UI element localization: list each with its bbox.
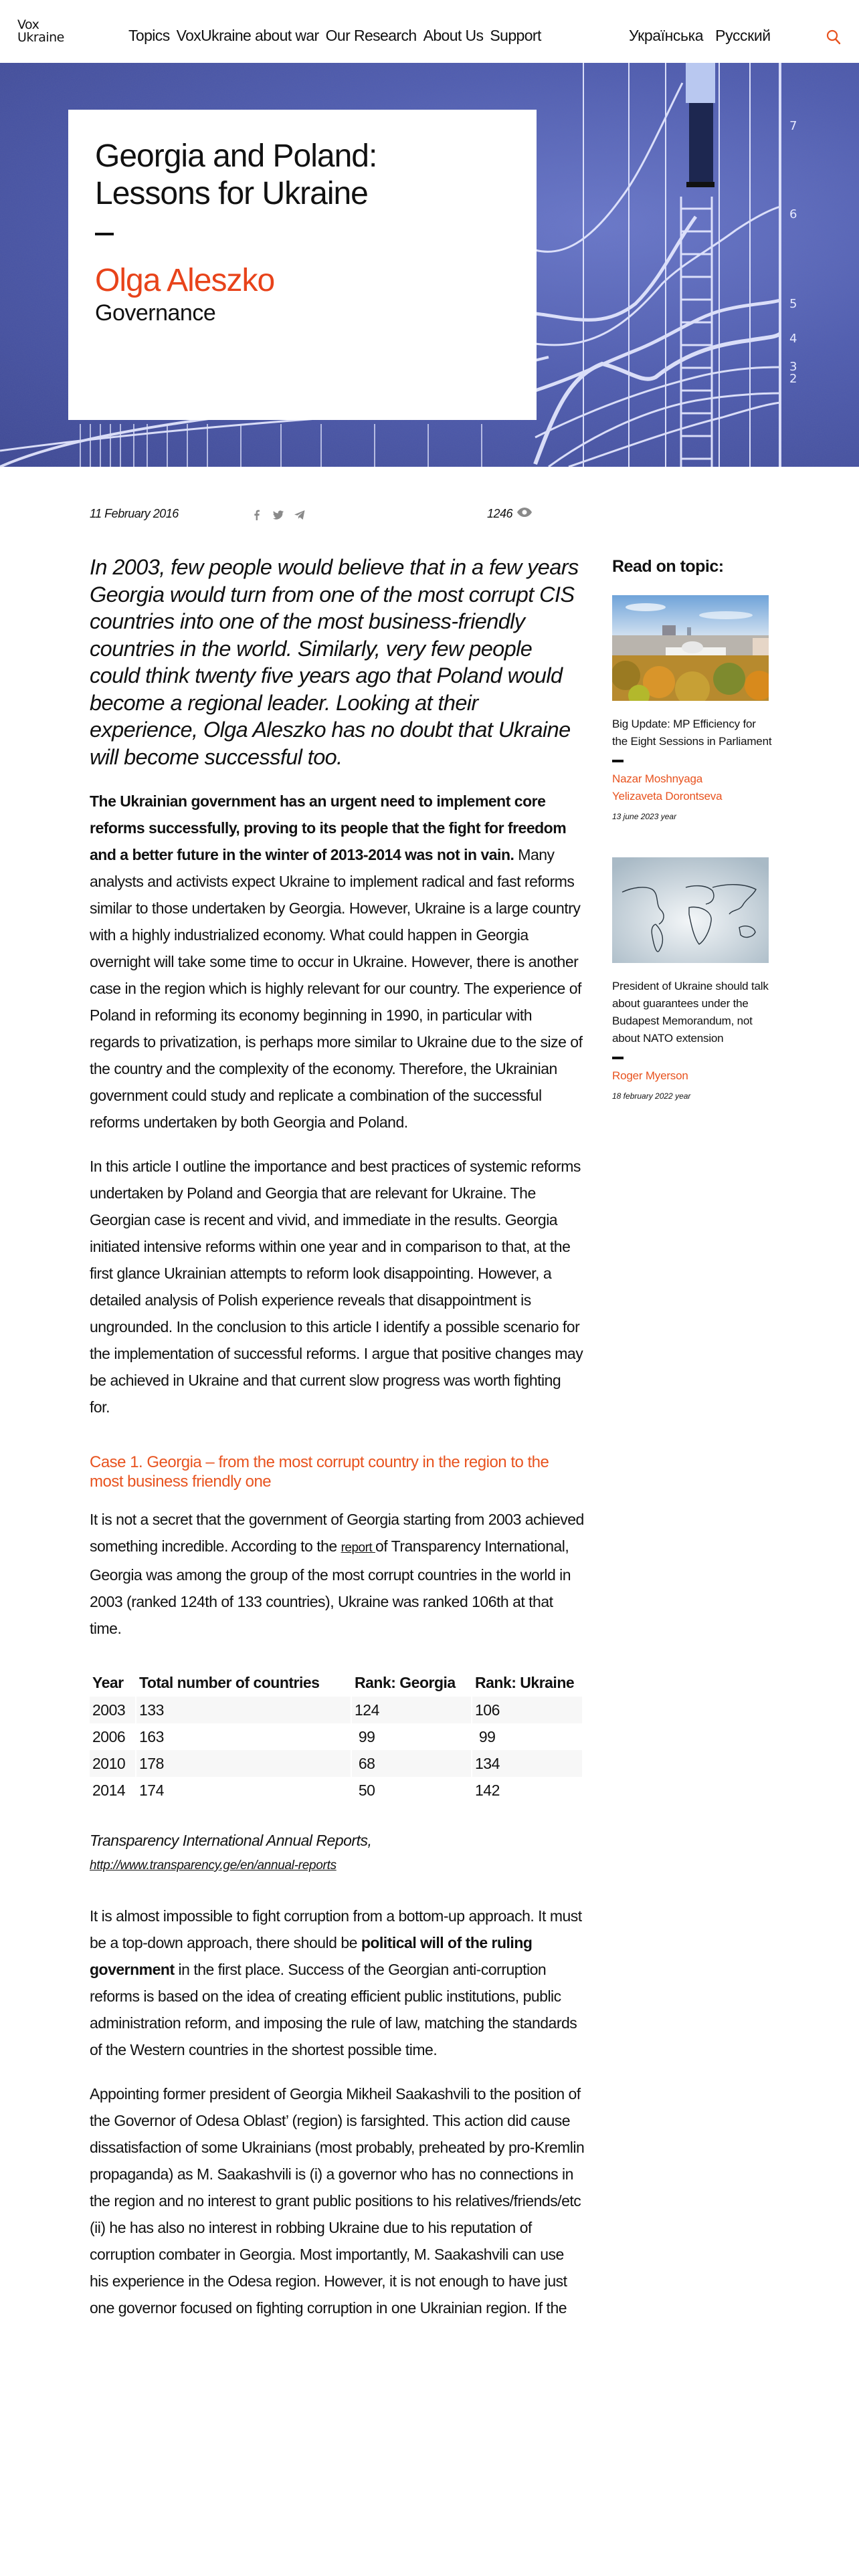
publish-date: 11 February 2016 [90,507,179,520]
telegram-icon[interactable] [293,508,306,522]
view-counter [487,507,533,521]
table-row [90,1697,582,1723]
site-header [0,0,859,63]
cell-year: 2003 [90,1697,135,1723]
table-source-caption: Transparency International Annual Reports, [90,1832,372,1849]
main-nav [128,27,541,45]
paragraph-3-text-b: of Transparency International, Georgia was among the group of the most corrupt countries in the world in 2003 (ranked 124th of 133 countries), Ukraine was ranked 106th at that time. [90,1537,571,1637]
related-article-authors [612,770,773,805]
author-link[interactable]: Olga Aleszko [95,263,275,298]
twitter-icon[interactable] [272,508,285,522]
related-article-title: President of Ukraine should talk about guarantees under the Budapest Memorandum, not about NATO extension [612,980,769,1045]
svg-text:2: 2 [789,372,797,386]
paragraph-1-bold: The Ukrainian government has an urgent need to implement core reforms successfully, proving to its people that the fight for freedom and a better future in the winter of 2013-2014 was not in vain. [90,792,567,863]
nav-topics[interactable]: Topics [128,27,170,44]
paragraph-1-text: Many analysts and activists expect Ukraine to implement radical and fast reforms similar to those undertaken by Georgia. However, Ukraine is a large country with a highly industrialized economy. What could happen in Georgia overnight will take some time to occur in Ukraine. However, there is another case in the region which is highly relevant for our country. The experience of Poland in reforming its economy beginning in 1990, in particular with regards to privatization, is perhaps more similar to Ukraine due to the size of the country and the complexity of the economy. Therefore, the Ukrainian government could study and replicate a combination of the successful reforms undertaken by both Georgia and Poland. [90,846,583,1131]
card-divider [612,760,624,762]
paragraph-4-text-a: It is almost impossible to fight corruption from a bottom-up approach. It must be a top-down approach, there should be [90,1907,582,1951]
cell-rank-ukraine: 99 [475,1728,496,1745]
cell-rank-georgia: 99 [355,1728,375,1745]
col-year: Year [92,1674,124,1691]
source-link[interactable]: http://www.transparency.ge/en/annual-reports [90,1858,337,1872]
svg-text:7: 7 [789,119,797,133]
site-logo[interactable] [17,19,64,44]
author-link[interactable]: Yelizaveta Dorontseva [612,790,723,802]
article-meta [90,507,538,526]
cell-rank-georgia: 50 [355,1782,375,1799]
eye-icon [516,507,533,521]
kyiv-parliament-photo [612,595,769,701]
table-header-row [90,1669,582,1697]
share-buttons [250,508,306,522]
title-line-2: Lessons for Ukraine [95,176,368,211]
article-lead: In 2003, few people would believe that in a few years Georgia would turn from one of the most corrupt CIS countries into one of the most business-friendly countries in the world. Similarly, very few people could think twenty five years ago that Poland would become a regional leader. Looking at their experience, Olga Aleszko has no doubt that Ukraine will become successful too. [90,555,579,769]
article-title [95,138,510,213]
related-article-date: 13 june 2023 year [612,812,677,821]
cell-rank-ukraine: 106 [472,1697,582,1723]
cell-total: 174 [139,1782,164,1799]
col-rank-ukraine: Rank: Ukraine [475,1674,575,1691]
nav-support[interactable]: Support [490,27,541,44]
author-link[interactable]: Roger Myerson [612,1069,688,1082]
nav-about-us[interactable]: About Us [423,27,484,44]
related-articles-sidebar [612,556,773,1101]
paragraph-3 [90,1506,585,1642]
table-row [90,1777,582,1804]
paragraph-4-text-b: in the first place. Success of the Georgian anti-corruption reforms is based on the idea of creating efficient public institutions, public administration reform, and imposing the rule of law, matching the standards of the Western countries in the shortest possible time. [90,1961,577,2058]
cell-total: 178 [136,1750,351,1777]
svg-text:4: 4 [789,332,797,346]
paragraph-2: In this article I outline the importance and best practices of systemic reforms undertaken by Poland and Georgia that are relevant for Ukraine. The Georgian case is recent and vivid, and immediate in the results. Georgia initiated intensive reforms within one year and in comparison to that, at the first glance Ukrainian attempts to reform look disappointing. However, a detailed analysis of Polish experience reveals that disappointment is ungrounded. In the conclusion to this article I identify a possible scenario for the implementation of successful reforms. I argue that positive changes may be achieved in Ukraine and that current slow progress was worth fighting for. [90,1158,583,1416]
logo-line-1: Vox [17,17,39,32]
cell-rank-georgia: 124 [352,1697,471,1723]
paragraph-5: Appointing former president of Georgia Mikheil Saakashvili to the position of the Governor of Odesa Oblast’ (region) is farsighted. This action did cause dissatisfaction of some Ukrainians (most probably, preheated by pro-Kremlin propaganda) as M. Saakashvili is (i) a governor who has no connections in the region and no interest to grant public positions to his relatives/friends/etc (ii) he has also no interest in robbing Ukraine due to his reputation of corruption combater in Georgia. Most importantly, M. Saakashvili can use his experience in the Odesa region. However, it is not enough to have just one governor focused on fighting corruption in one Ukrainian region. If the [90,2085,585,2317]
nav-voxukraine-about-war[interactable]: VoxUkraine about war [176,27,319,44]
logo-line-2: Ukraine [17,30,64,45]
cell-year: 2014 [92,1782,126,1799]
table-row [90,1750,582,1777]
paragraph-4-bold: political will of the ruling government [90,1934,533,1978]
related-article-card[interactable] [612,595,773,821]
nav-our-research[interactable]: Our Research [325,27,417,44]
paragraph-4 [90,1903,585,2063]
title-line-1: Georgia and Poland: [95,138,377,174]
col-total: Total number of countries [139,1674,320,1691]
report-link[interactable]: report [341,1541,375,1555]
cell-year: 2006 [92,1728,126,1745]
article-body [90,554,585,2321]
language-switcher [629,27,771,45]
cell-total: 163 [139,1728,164,1745]
hero-title-card [68,110,537,420]
corruption-rank-table [88,1669,583,1804]
lang-russian[interactable]: Русский [715,27,771,44]
related-article-date: 18 february 2022 year [612,1091,691,1101]
paragraph-3-text-a: It is not a secret that the government of Georgia starting from 2003 achieved something incredible. According to the [90,1511,584,1555]
sidebar-title: Read on topic: [612,557,724,576]
related-article-title: Big Update: MP Efficiency for the Eight Sessions in Parliament [612,718,772,748]
title-divider [95,233,114,235]
topic-link[interactable]: Governance [95,300,216,326]
section-heading-case-1: Case 1. Georgia – from the most corrupt country in the region to the most business friendly one [90,1453,549,1491]
related-article-card[interactable] [612,857,773,1101]
search-icon[interactable] [826,29,841,45]
cell-year: 2010 [90,1750,135,1777]
svg-text:3: 3 [789,360,797,374]
cell-rank-ukraine: 142 [475,1782,500,1799]
table-row [90,1723,582,1750]
view-count: 1246 [487,507,513,520]
svg-text:5: 5 [789,297,797,311]
lang-ukrainian[interactable]: Українська [629,27,704,44]
cell-rank-ukraine: 134 [472,1750,582,1777]
world-map-photo [612,857,769,963]
author-link[interactable]: Nazar Moshnyaga [612,772,702,785]
svg-text:6: 6 [789,207,797,221]
cell-rank-georgia: 68 [352,1750,471,1777]
card-divider [612,1057,624,1059]
hero-banner [0,63,859,467]
col-rank-georgia: Rank: Georgia [355,1674,456,1691]
paragraph-1 [90,788,585,1136]
facebook-icon[interactable] [250,508,264,522]
cell-total: 133 [136,1697,351,1723]
related-article-authors [612,1067,773,1085]
